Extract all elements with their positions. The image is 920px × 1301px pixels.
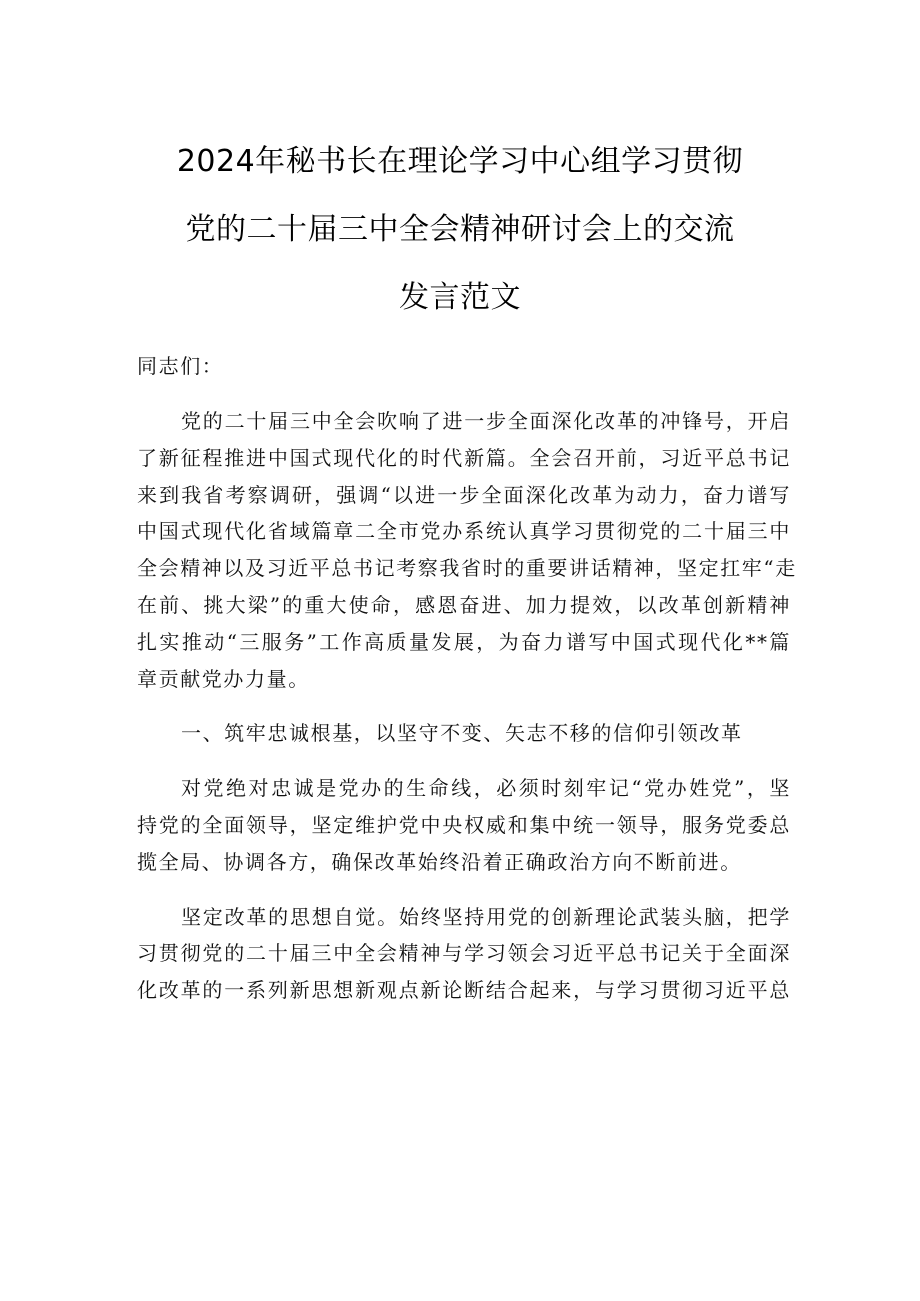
paragraph-line: 对党绝对忠诚是党办的生命线，必须时刻牢记“党办姓党”，坚 — [181, 776, 791, 801]
paragraph-line: 在前、挑大梁”的重大使命，感恩奋进、加力提效，以改革创新精神 — [137, 592, 791, 617]
paragraph — [137, 899, 791, 1009]
paragraph-line: 化改革的一系列新思想新观点新论断结合起来，与学习贯彻习近平总 — [137, 978, 791, 1003]
paragraph-line: 坚定改革的思想自觉。始终坚持用党的创新理论武装头脑，把学 — [181, 904, 791, 929]
document-title — [120, 128, 800, 332]
section-heading — [137, 715, 791, 752]
paragraph — [137, 403, 797, 697]
paragraph-line: 来到我省考察调研，强调“以进一步全面深化改革为动力，奋力谱写 — [137, 482, 791, 507]
salutation: 同志们： — [137, 354, 224, 378]
paragraph-line: 习贯彻党的二十届三中全会精神与学习领会习近平总书记关于全面深 — [137, 941, 791, 966]
paragraph-line: 揽全局、协调各方，确保改革始终沿着正确政治方向不断前进。 — [137, 849, 742, 874]
paragraph-line: 持党的全面领导，坚定维护党中央权威和集中统一领导，服务党委总 — [137, 812, 791, 837]
paragraph-line: 章贡献党办力量。 — [137, 666, 310, 691]
paragraph — [137, 770, 791, 880]
title-line: 党的二十届三中全会精神研讨会上的交流 — [185, 212, 735, 247]
title-line: 2024年秘书长在理论学习中心组学习贯彻 — [176, 144, 744, 179]
paragraph-line: 了新征程推进中国式现代化的时代新篇。全会召开前，习近平总书记 — [137, 445, 791, 470]
paragraph-line: 党的二十届三中全会吹响了进一步全面深化改革的冲锋号，开启 — [181, 409, 791, 433]
paragraph-line: 中国式现代化省域篇章二全市党办系统认真学习贯彻党的二十届三中 — [137, 519, 791, 544]
title-line: 发言范文 — [399, 280, 521, 315]
document-body — [137, 348, 797, 1027]
paragraph-line: 全会精神以及习近平总书记考察我省时的重要讲话精神，坚定扛牢“走 — [137, 556, 797, 581]
paragraph-line: 扎实推动“三服务”工作高质量发展，为奋力谱写中国式现代化**篇 — [137, 629, 791, 654]
section-heading-text: 一、筑牢忠诚根基，以坚守不变、矢志不移的信仰引领改革 — [181, 721, 743, 746]
